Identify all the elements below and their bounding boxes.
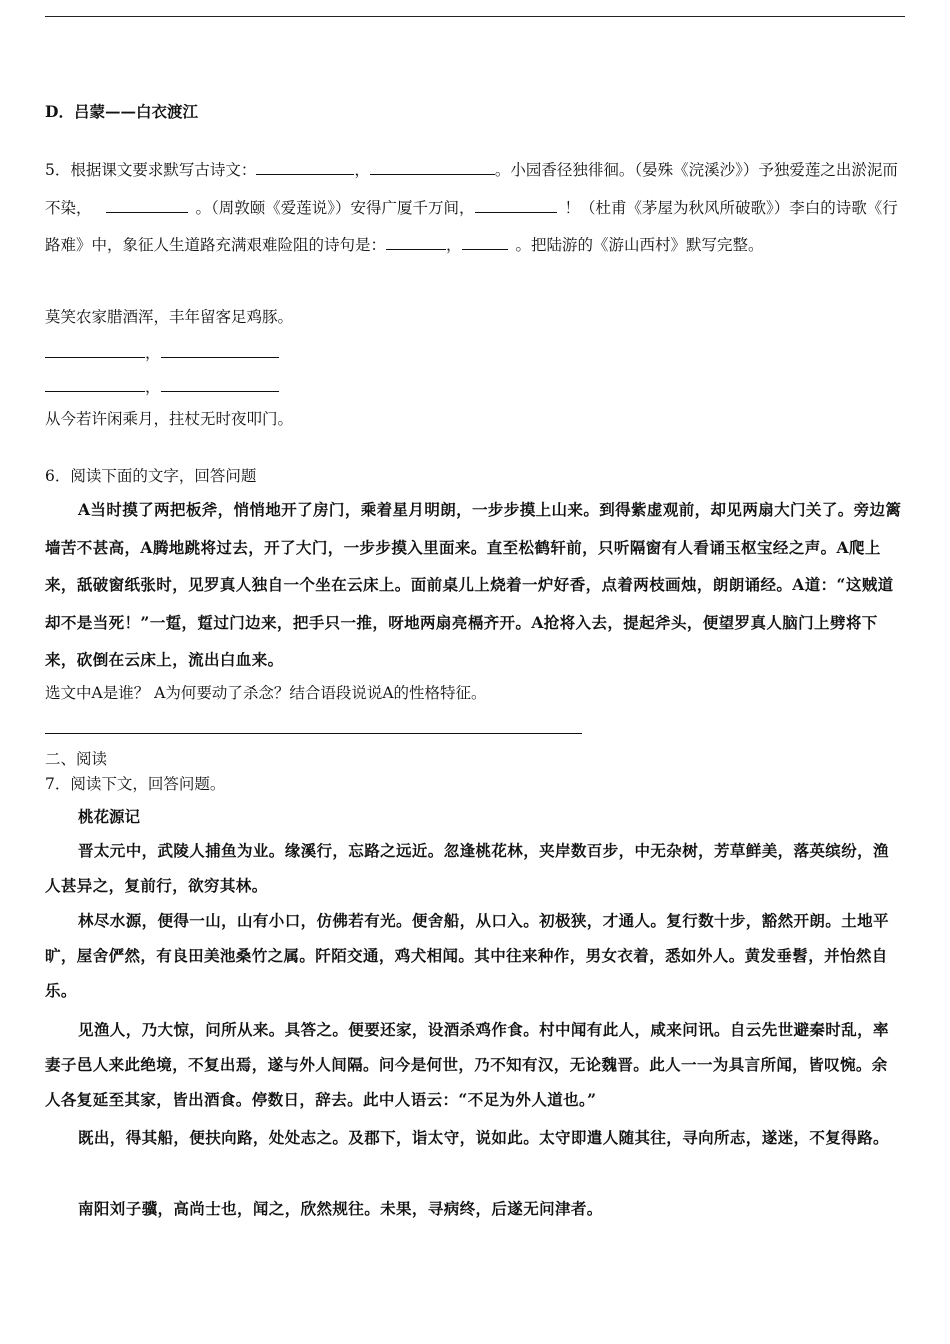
fill-blank[interactable] <box>462 234 508 250</box>
question-5-number: 5． <box>45 161 71 179</box>
poem-line-4: 从今若许闲乘月，拄杖无时夜叩门。 <box>45 410 294 428</box>
passage-paragraph-1: 晋太元中，武陵人捕鱼为业。缘溪行，忘路之远近。忽逢桃花林，夹岸数百步，中无杂树，芳草鲜美，落英缤纷，渔人甚异之，复前行，欲穷其林。 <box>45 841 889 896</box>
question-5: 5．根据课文要求默写古诗文： ， 。小园香径独徘徊。（晏殊《浣溪沙》）予独爱莲之出淤泥而不染， 。（周敦颐《爱莲说》）安得广厦千万间， ！（杜甫《茅屋为秋风所破歌》）李白的诗歌《行路难》中，象征人生道路充满艰难险阻的诗句是： ， 。把陆游的《游山西村》默写完整。 <box>45 161 898 254</box>
passage-paragraph-4: 既出，得其船，便扶向路，处处志之。及郡下，诣太守，说如此。太守即遣人随其往，寻向所志，遂迷，不复得路。 <box>78 1128 889 1147</box>
fill-blank[interactable] <box>475 197 557 213</box>
passage-paragraph-5: 南阳刘子骥，高尚士也，闻之，欣然规往。未果，寻病终，后遂无问津者。 <box>78 1199 603 1218</box>
section-heading: 二、阅读 <box>45 750 108 768</box>
question-6-heading: 6．阅读下面的文字，回答问题 <box>45 467 257 485</box>
fill-blank[interactable] <box>45 342 145 358</box>
fill-blank[interactable] <box>370 159 495 175</box>
question-6-passage: A当时摸了两把板斧，悄悄地开了房门，乘着星月明朗，一步步摸上山来。到得紫虚观前，却见两扇大门关了。旁边篱墙苦不甚高，A腾地跳将过去，开了大门，一步步摸入里面来。直至松鹤轩前，只听隔窗有人看诵玉枢宝经之声。A爬上来，舐破窗纸张时，见罗真人独自一个坐在云床上。面前桌儿上烧着一炉好香，点着两枝画烛，朗朗诵经。A道：“这贼道却不是当死！”一踅，踅过门边来，把手只一推，呀地两扇亮槅齐开。A抢将入去，提起斧头，便望罗真人脑门上劈将下来，砍倒在云床上，流出白血来。 <box>45 500 902 669</box>
answer-line[interactable] <box>45 733 582 734</box>
fill-blank[interactable] <box>256 159 354 175</box>
question-5-prompt: 根据课文要求默写古诗文： <box>70 161 257 179</box>
fill-blank[interactable] <box>161 376 279 392</box>
passage-paragraph-3: 见渔人，乃大惊，问所从来。具答之。便要还家，设酒杀鸡作食。村中闻有此人，咸来问讯。自云先世避秦时乱，率妻子邑人来此绝境，不复出焉，遂与外人间隔。问今是何世，乃不知有汉，无论魏晋。此人一一为具言所闻，皆叹惋。余人各复延至其家，皆出酒食。停数日，辞去。此中人语云：“不足为外人道也。” <box>45 1020 889 1110</box>
fill-blank[interactable] <box>161 342 279 358</box>
fill-blank[interactable] <box>106 197 188 213</box>
fill-blank[interactable] <box>45 376 145 392</box>
poem-line-1: 莫笑农家腊酒浑，丰年留客足鸡豚。 <box>45 308 294 326</box>
header-rule <box>45 16 905 17</box>
fill-blank[interactable] <box>386 234 446 250</box>
question-7-heading: 7．阅读下文，回答问题。 <box>45 775 226 793</box>
passage-paragraph-2: 林尽水源，便得一山，山有小口，仿佛若有光。便舍船，从口入。初极狭，才通人。复行数十步，豁然开朗。土地平旷，屋舍俨然，有良田美池桑竹之属。阡陌交通，鸡犬相闻。其中往来种作，男女衣着，悉如外人。黄发垂髫，并怡然自乐。 <box>45 911 889 1001</box>
option-d: D．吕蒙——白衣渡江 <box>45 102 198 121</box>
poem-blank-line-2: ， <box>45 342 279 363</box>
poem-blank-line-3: ， <box>45 376 279 397</box>
question-6-prompt: 选文中A是谁？ A为何要动了杀念？结合语段说说A的性格特征。 <box>45 684 487 702</box>
passage-title: 桃花源记 <box>78 807 141 826</box>
